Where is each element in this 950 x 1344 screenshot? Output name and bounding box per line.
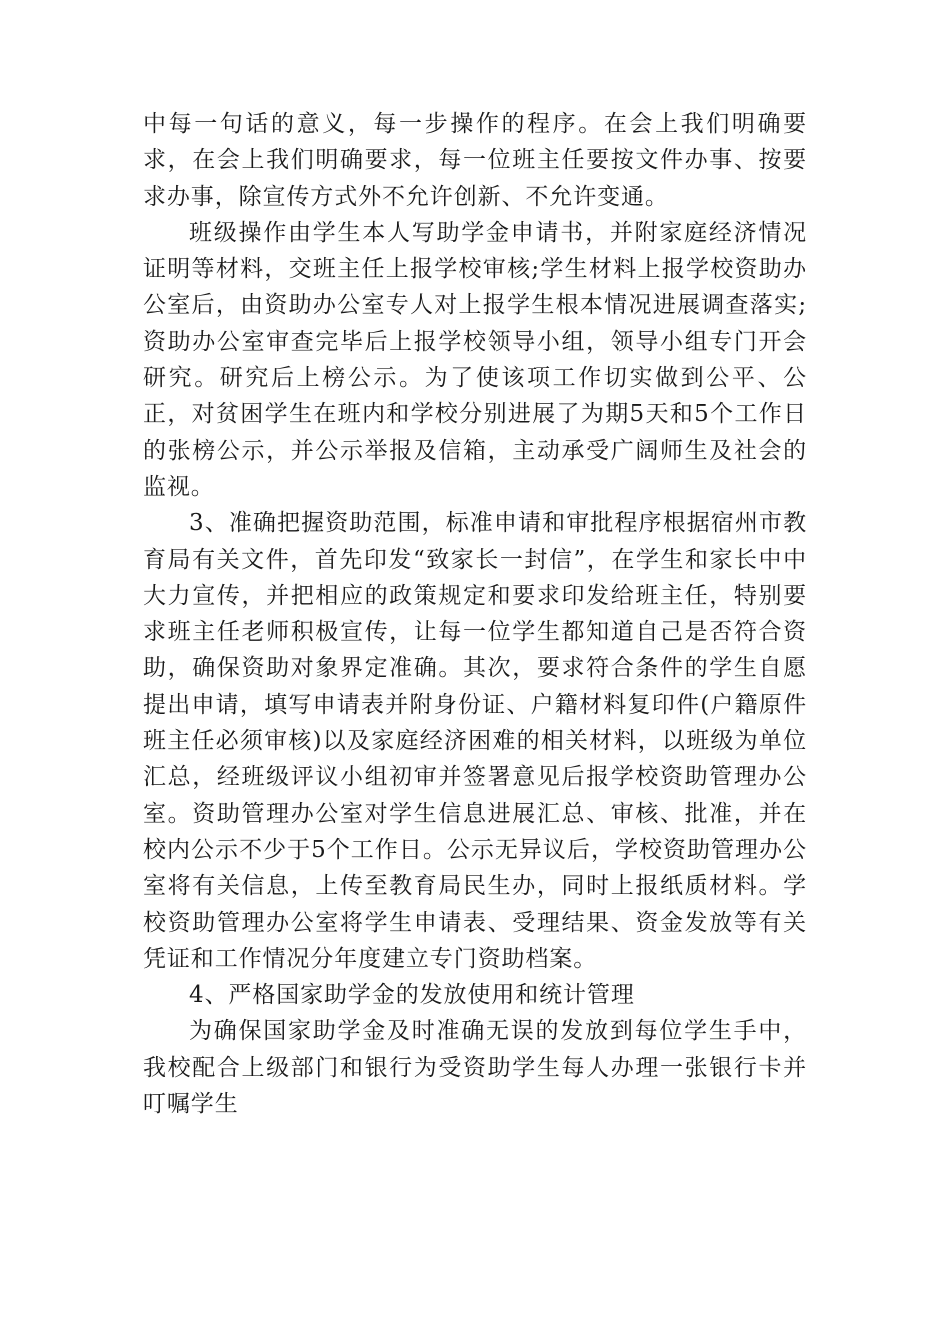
section-heading-grant-management: 4、严格国家助学金的发放使用和统计管理 — [189, 982, 635, 1009]
paragraph-grant-distribution: 为确保国家助学金及时准确无误的发放到每位学生手中，我校配合上级部门和银行为受资助学生每人办理一张银行卡并叮嘱学生 — [143, 1018, 807, 1118]
paragraph-scope-procedure: 3、准确把握资助范围，标准申请和审批程序根据宿州市教育局有关文件，首先印发“致家长一封信”，在学生和家长中中大力宣传，并把相应的政策规定和要求印发给班主任，特别要求班主任老师积极宣传，让每一位学生都知道自己是否符合资助，确保资助对象界定准确。其次，要求符合条件的学生自愿提出申请，填写申请表并附身份证、户籍材料复印件(户籍原件班主任必须审核)以及家庭经济困难的相关材料，以班级为单位汇总，经班级评议小组初审并签署意见后报学校资助管理办公室。资助管理办公室对学生信息进展汇总、审核、批准，并在校内公示不少于5个工作日。公示无异议后，学校资助管理办公室将有关信息，上传至教育局民生办，同时上报纸质材料。学校资助管理办公室将学生申请表、受理结果、资金发放等有关凭证和工作情况分年度建立专门资助档案。 — [143, 510, 807, 972]
document-body — [143, 106, 807, 1122]
paragraph-continuation: 中每一句话的意义，每一步操作的程序。在会上我们明确要求，在会上我们明确要求，每一位班主任要按文件办事、按要求办事，除宣传方式外不允许创新、不允许变通。 — [143, 111, 807, 210]
paragraph-class-procedure: 班级操作由学生本人写助学金申请书，并附家庭经济情况证明等材料，交班主任上报学校审核;学生材料上报学校资助办公室后，由资助办公室专人对上报学生根本情况进展调查落实;资助办公室审查完毕后上报学校领导小组，领导小组专门开会研究。研究后上榜公示。为了使该项工作切实做到公平、公正，对贫困学生在班内和学校分别进展了为期5天和5个工作日的张榜公示，并公示举报及信箱，主动承受广阔师生及社会的监视。 — [143, 219, 807, 500]
